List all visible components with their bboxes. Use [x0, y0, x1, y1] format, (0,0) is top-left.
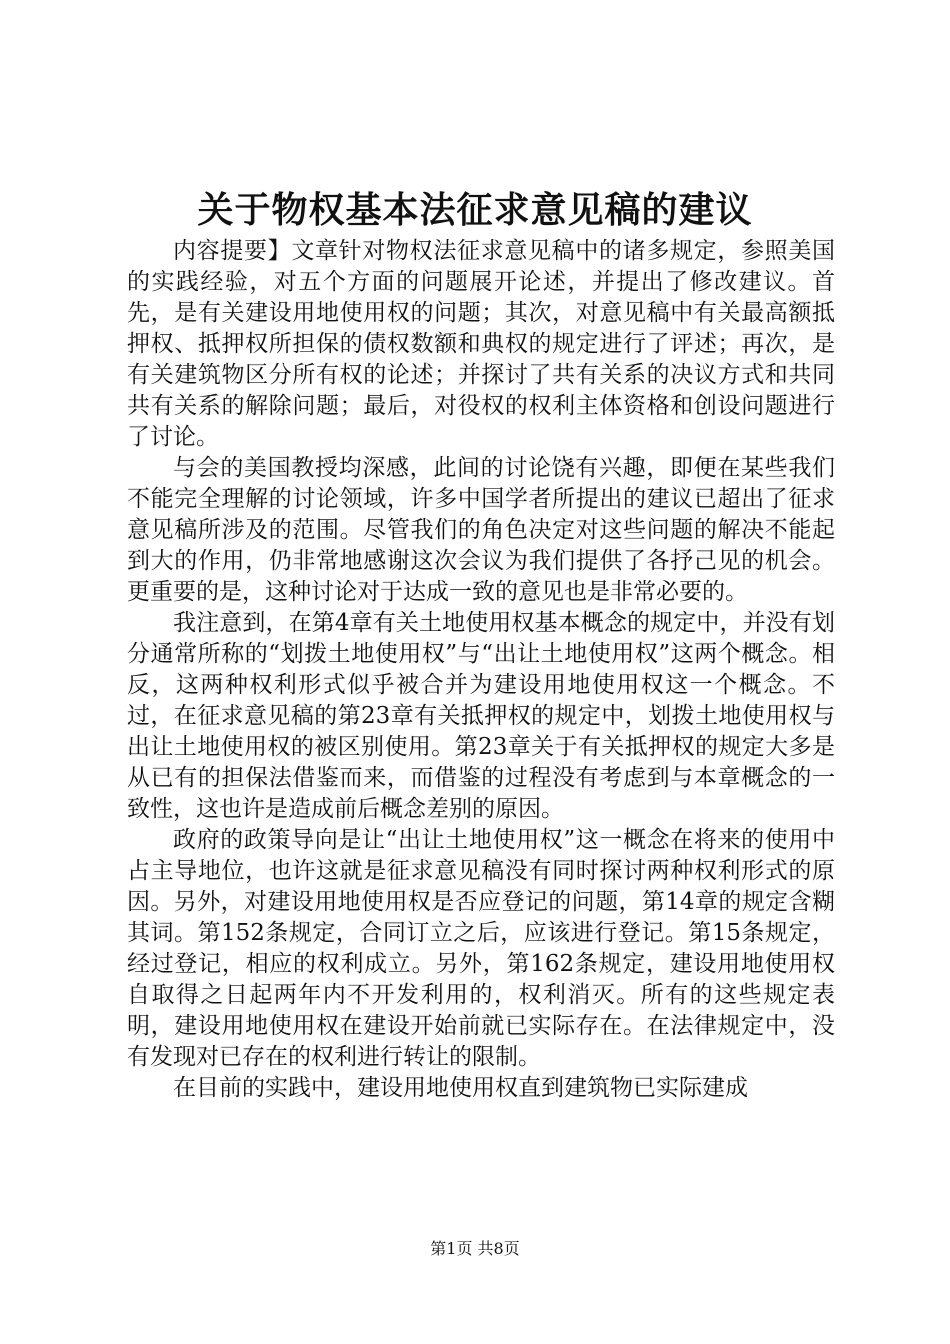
- page-number-footer: 第1页 共8页: [430, 1239, 520, 1258]
- document-title: 关于物权基本法征求意见稿的建议: [197, 189, 753, 231]
- paragraph-5: 在目前的实践中，建设用地使用权直到建筑物已实际建成: [173, 1075, 748, 1101]
- paragraph-4: 政府的政策导向是让“出让土地使用权”这一概念在将来的使用中占主导地位，也许这就是征求意见稿没有同时探讨两种权利形式的原因。另外，对建设用地使用权是否应登记的问题，第14章的规定含糊其词。第152条规定，合同订立之后，应该进行登记。第15条规定，经过登记，相应的权利成立。另外，第162条规定，建设用地使用权自取得之日起两年内不开发利用的，权利消灭。所有的这些规定表明，建设用地使用权在建设开始前就已实际存在。在法律规定中，没有发现对已存在的权利进行转让的限制。: [127, 827, 835, 1070]
- paragraph-3: 我注意到，在第4章有关土地使用权基本概念的规定中，并没有划分通常所称的“划拨土地使用权”与“出让土地使用权”这两个概念。相反，这两种权利形式似乎被合并为建设用地使用权这一个概念。不过，在征求意见稿的第23章有关抵押权的规定中，划拨土地使用权与出让土地使用权的被区别使用。第23章关于有关抵押权的规定大多是从已有的担保法借鉴而来，而借鉴的过程没有考虑到与本章概念的一致性，这也许是造成前后概念差别的原因。: [127, 610, 835, 822]
- paragraph-abstract: 内容提要】文章针对物权法征求意见稿中的诸多规定，参照美国的实践经验，对五个方面的问题展开论述，并提出了修改建议。首先，是有关建设用地使用权的问题；其次，对意见稿中有关最高额抵押权、抵押权所担保的债权数额和典权的规定进行了评述；再次，是有关建筑物区分所有权的论述；并探讨了共有关系的决议方式和共同共有关系的解除问题；最后，对役权的权利主体资格和创设问题进行了讨论。: [127, 238, 835, 450]
- paragraph-2: 与会的美国教授均深感，此间的讨论饶有兴趣，即便在某些我们不能完全理解的讨论领域，许多中国学者所提出的建议已超出了征求意见稿所涉及的范围。尽管我们的角色决定对这些问题的解决不能起到大的作用，仍非常地感谢这次会议为我们提供了各抒己见的机会。更重要的是，这种讨论对于达成一致的意见也是非常必要的。: [127, 455, 835, 605]
- document-body: [127, 236, 835, 1104]
